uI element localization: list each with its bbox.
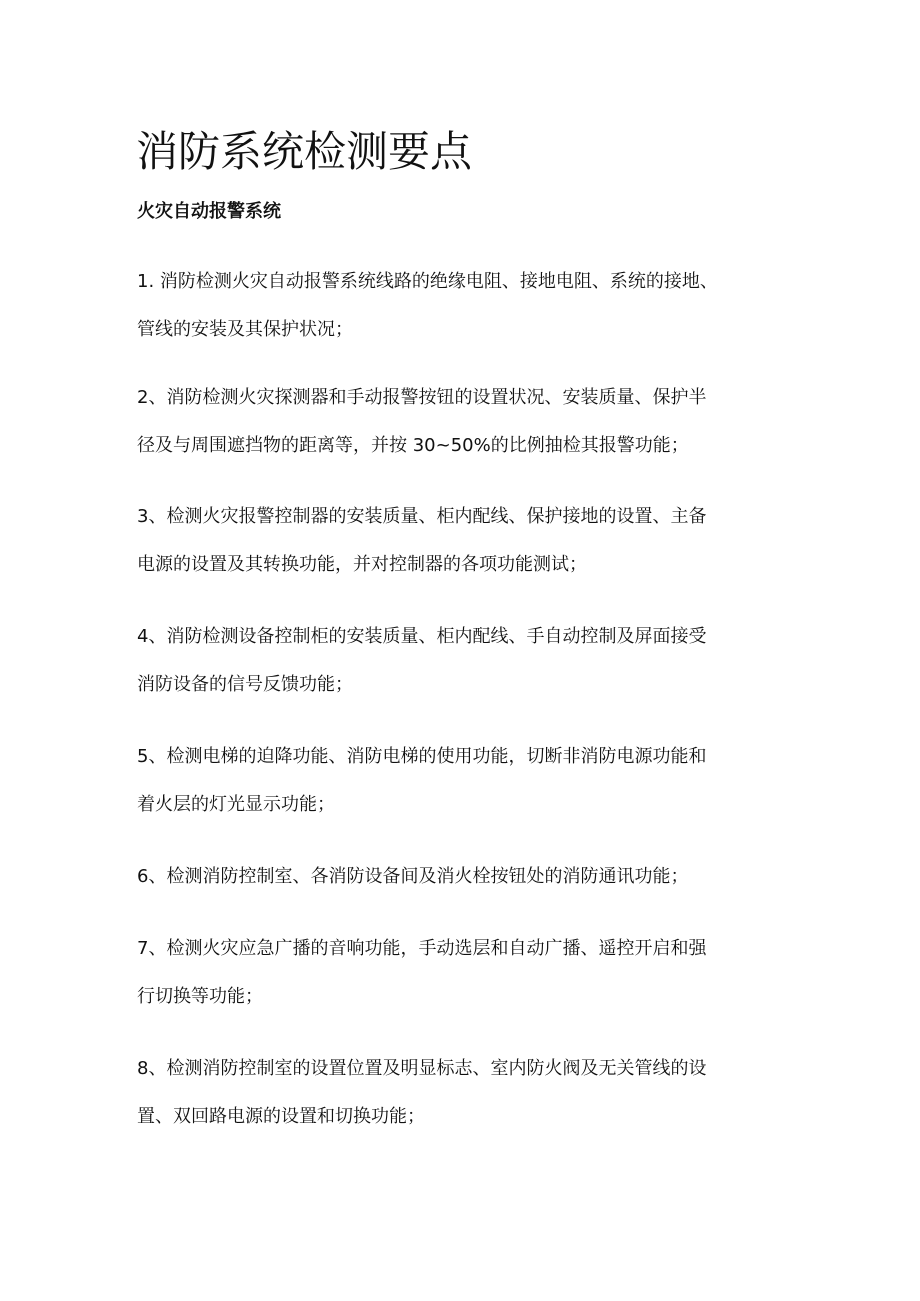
- item-line: 4、消防检测设备控制柜的安装质量、柜内配线、手自动控制及屏面接受: [137, 626, 707, 647]
- item-line: 5、检测电梯的迫降功能、消防电梯的使用功能，切断非消防电源功能和: [137, 746, 707, 767]
- item-line: 8、检测消防控制室的设置位置及明显标志、室内防火阀及无关管线的设: [137, 1058, 707, 1079]
- list-item: [137, 853, 787, 901]
- item-line: 电源的设置及其转换功能，并对控制器的各项功能测试；: [137, 554, 587, 575]
- section-heading: 火灾自动报警系统: [137, 201, 281, 222]
- list-item: [137, 258, 787, 354]
- item-line: 消防设备的信号反馈功能；: [137, 674, 353, 695]
- list-item: [137, 374, 787, 470]
- item-line: 6、检测消防控制室、各消防设备间及消火栓按钮处的消防通讯功能；: [137, 866, 689, 887]
- list-item: [137, 613, 787, 709]
- item-line: 着火层的灯光显示功能；: [137, 794, 335, 815]
- document-title: 消防系统检测要点: [136, 127, 473, 176]
- item-line: 1. 消防检测火灾自动报警系统线路的绝缘电阻、接地电阻、系统的接地、: [137, 271, 718, 292]
- item-line: 3、检测火灾报警控制器的安装质量、柜内配线、保护接地的设置、主备: [137, 506, 707, 527]
- item-line: 管线的安装及其保护状况；: [137, 319, 353, 340]
- list-item: [137, 493, 787, 589]
- item-line: 置、双回路电源的设置和切换功能；: [137, 1106, 425, 1127]
- item-line: 径及与周围遮挡物的距离等，并按 30~50%的比例抽检其报警功能；: [137, 435, 689, 456]
- item-line: 2、消防检测火灾探测器和手动报警按钮的设置状况、安装质量、保护半: [137, 387, 707, 408]
- item-line: 行切换等功能；: [137, 986, 263, 1007]
- list-item: [137, 733, 787, 829]
- list-item: [137, 1045, 787, 1141]
- list-item: [137, 925, 787, 1021]
- item-line: 7、检测火灾应急广播的音响功能，手动选层和自动广播、遥控开启和强: [137, 938, 707, 959]
